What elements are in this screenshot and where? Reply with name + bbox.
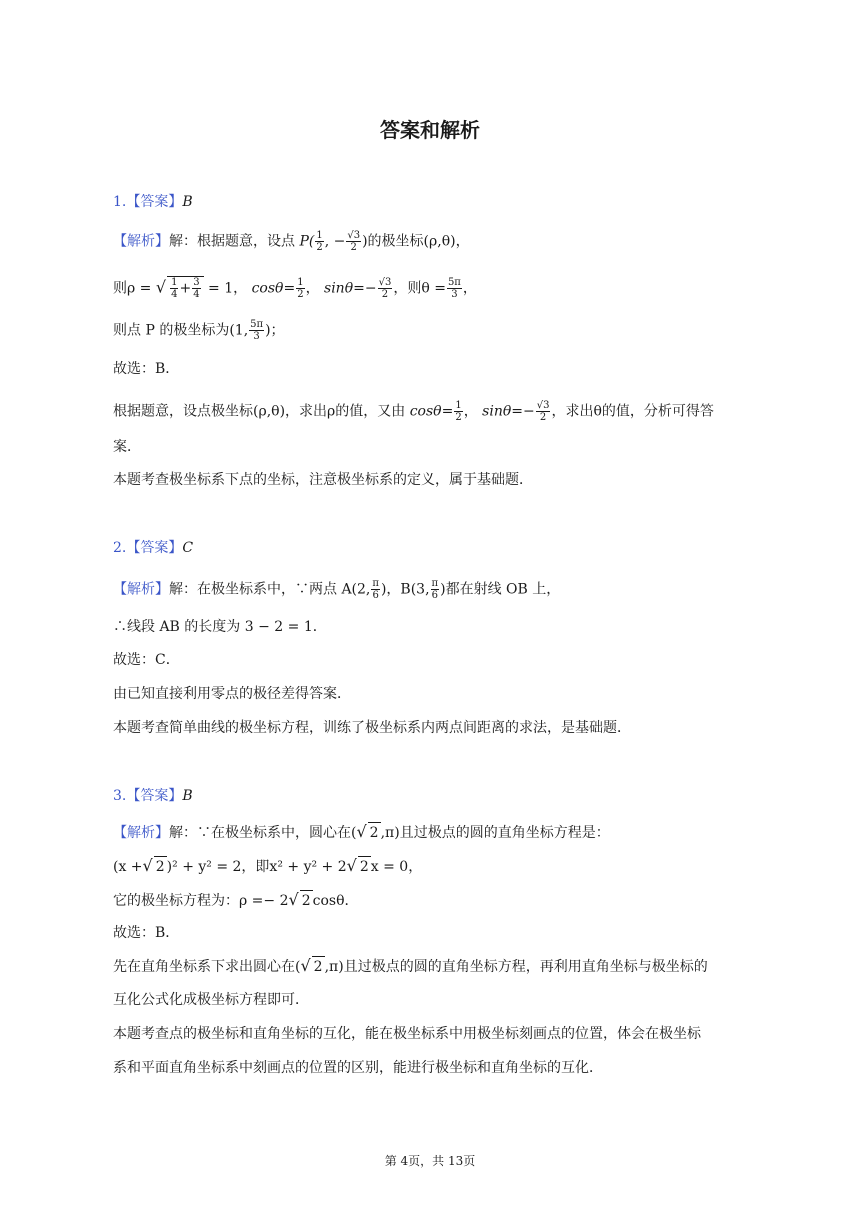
q2-text: )都在射线 OB 上， (440, 581, 561, 598)
q1-text: ， (463, 403, 478, 420)
q3-analysis-line-6: 互化公式化成极坐标方程即可． (113, 992, 309, 1008)
sqrt-sign: √ (346, 856, 357, 875)
q3-answer-tag: 【答案】 (126, 788, 183, 804)
q3-text: 解：∵在极坐标系中，圆心在( (169, 825, 357, 841)
page-footer: 第 4页，共 13页 (384, 1154, 476, 1168)
q1-fraction: $\frac{√3}{2}$ (536, 400, 550, 423)
q1-text: =− (511, 403, 535, 420)
q3-text: ,π)且过极点的圆的直角坐标方程，再利用直角坐标与极坐标的 (324, 959, 708, 975)
q1-sin: sinθ (482, 403, 512, 420)
q2-number: 2. (113, 540, 127, 556)
page-title: 答案和解析 (380, 118, 480, 142)
q1-text: = (441, 403, 454, 420)
q3-sqrt: 2 (312, 956, 325, 977)
q1-analysis-line-2 (113, 276, 477, 300)
q1-summary: 本题考查极坐标系下点的坐标，注意极坐标系的定义，属于基础题． (113, 472, 533, 488)
q1-cos: cosθ (409, 403, 442, 420)
q1-analysis-line-3 (113, 319, 285, 342)
q3-text: ,π)且过极点的圆的直角坐标方程是： (380, 825, 610, 841)
sqrt-sign: √ (288, 890, 299, 909)
q3-number: 3. (113, 788, 127, 804)
q3-sqrt: 2 (358, 856, 371, 877)
q1-text: ， (462, 280, 477, 297)
q1-cos: cosθ (251, 280, 284, 297)
q3-summary: 系和平面直角坐标系中刻画点的位置的区别，能进行极坐标和直角坐标的互化． (113, 1060, 603, 1076)
q1-text: =− (353, 280, 377, 297)
q1-sin: sinθ (324, 280, 354, 297)
q1-text: = 1， (208, 280, 248, 297)
q1-text: )的极坐标(ρ,θ)， (362, 233, 470, 250)
q2-answer: C (182, 540, 194, 556)
q3-sqrt: 2 (300, 890, 313, 911)
q1-text: ，则θ = (393, 280, 446, 297)
q2-fraction: $\frac{\pi}{6}$ (372, 578, 379, 601)
q1-point: P( (299, 233, 315, 250)
q1-fraction: $\frac{√3}{2}$ (378, 277, 392, 300)
q2-choice-line: 故选：C． (113, 652, 180, 668)
sqrt-sign: √ (300, 956, 311, 975)
q2-text: 解：在极坐标系中，∵两点 A(2, (169, 581, 371, 598)
q3-sqrt: 2 (368, 822, 381, 843)
q1-choice-line: 故选：B． (113, 361, 180, 377)
q1-fraction: $\frac{1}{2}$ (316, 230, 323, 253)
q3-analysis-line-1 (113, 822, 610, 843)
q1-answer-line (113, 192, 193, 212)
q1-fraction: $\frac{√3}{2}$ (347, 230, 361, 253)
q1-fraction: $\frac{5\pi}{3}$ (447, 277, 461, 300)
q2-text: )，B(3, (380, 581, 430, 598)
q3-text: 先在直角坐标系下求出圆心在( (113, 959, 301, 975)
q1-answer-tag: 【答案】 (126, 194, 183, 210)
q1-sqrt: $\frac{1}{4}$ + $\frac{3}{4}$ (167, 276, 203, 300)
q1-analysis-line-5 (113, 400, 714, 423)
q3-text: (x + (113, 859, 143, 875)
q1-text: 解：根据题意，设点 (169, 233, 295, 250)
q3-analysis-line-7: 本题考查点的极坐标和直角坐标的互化，能在极坐标系中用极坐标刻画点的位置，体会在极坐标 (113, 1026, 701, 1042)
q3-analysis-line-2 (113, 856, 422, 877)
q1-analysis-line-6: 案． (113, 439, 141, 455)
q3-answer-line (113, 786, 193, 806)
q3-analysis-tag: 【解析】 (113, 825, 169, 841)
q3-analysis-line-5 (113, 956, 708, 977)
q3-text: )² + y² = 2，即x² + y² + 2 (166, 859, 347, 875)
q3-text: 它的极坐标方程为：ρ =− 2 (113, 893, 289, 909)
sqrt-sign: √ (356, 822, 367, 841)
q1-text: 则点 P 的极坐标为(1, (113, 322, 249, 339)
q1-text: , − (324, 233, 346, 250)
q2-answer-tag: 【答案】 (126, 540, 183, 556)
sqrt-sign: √ (142, 856, 153, 875)
q1-fraction: $\frac{5\pi}{3}$ (250, 319, 264, 342)
q2-answer-line (113, 538, 193, 558)
q2-analysis-line-4: 由已知直接利用零点的极径差得答案． (113, 686, 351, 702)
q3-sqrt: 2 (154, 856, 167, 877)
q2-fraction: $\frac{\pi}{6}$ (431, 578, 439, 601)
q3-text: cosθ． (312, 893, 359, 909)
q1-text: ， (305, 280, 320, 297)
q1-text: = (283, 280, 296, 297)
q1-answer: B (182, 194, 193, 210)
q1-analysis-line-1 (113, 230, 470, 253)
q1-text: 则ρ = (113, 280, 152, 297)
q2-analysis-tag: 【解析】 (113, 581, 169, 598)
q1-number: 1. (113, 194, 127, 210)
q1-text: )； (265, 322, 285, 339)
q1-fraction: $\frac{1}{2}$ (297, 277, 304, 300)
q1-fraction: $\frac{1}{2}$ (455, 400, 462, 423)
q3-choice-line: 故选：B． (113, 925, 180, 941)
q2-analysis-line-1 (113, 578, 560, 601)
q3-answer: B (182, 788, 193, 804)
q1-text: ，求出θ的值，分析可得答 (551, 403, 714, 420)
sqrt-sign: √ (155, 277, 167, 297)
q1-text: 根据题意，设点极坐标(ρ,θ)，求出ρ的值，又由 (113, 403, 406, 420)
q2-analysis-line-2: ∴线段 AB 的长度为 3 − 2 = 1． (113, 619, 327, 635)
q3-text: x = 0， (370, 859, 423, 875)
q3-analysis-line-3 (113, 890, 359, 911)
q1-analysis-tag: 【解析】 (113, 233, 169, 250)
q2-summary: 本题考查简单曲线的极坐标方程，训练了极坐标系内两点间距离的求法，是基础题． (113, 720, 631, 736)
